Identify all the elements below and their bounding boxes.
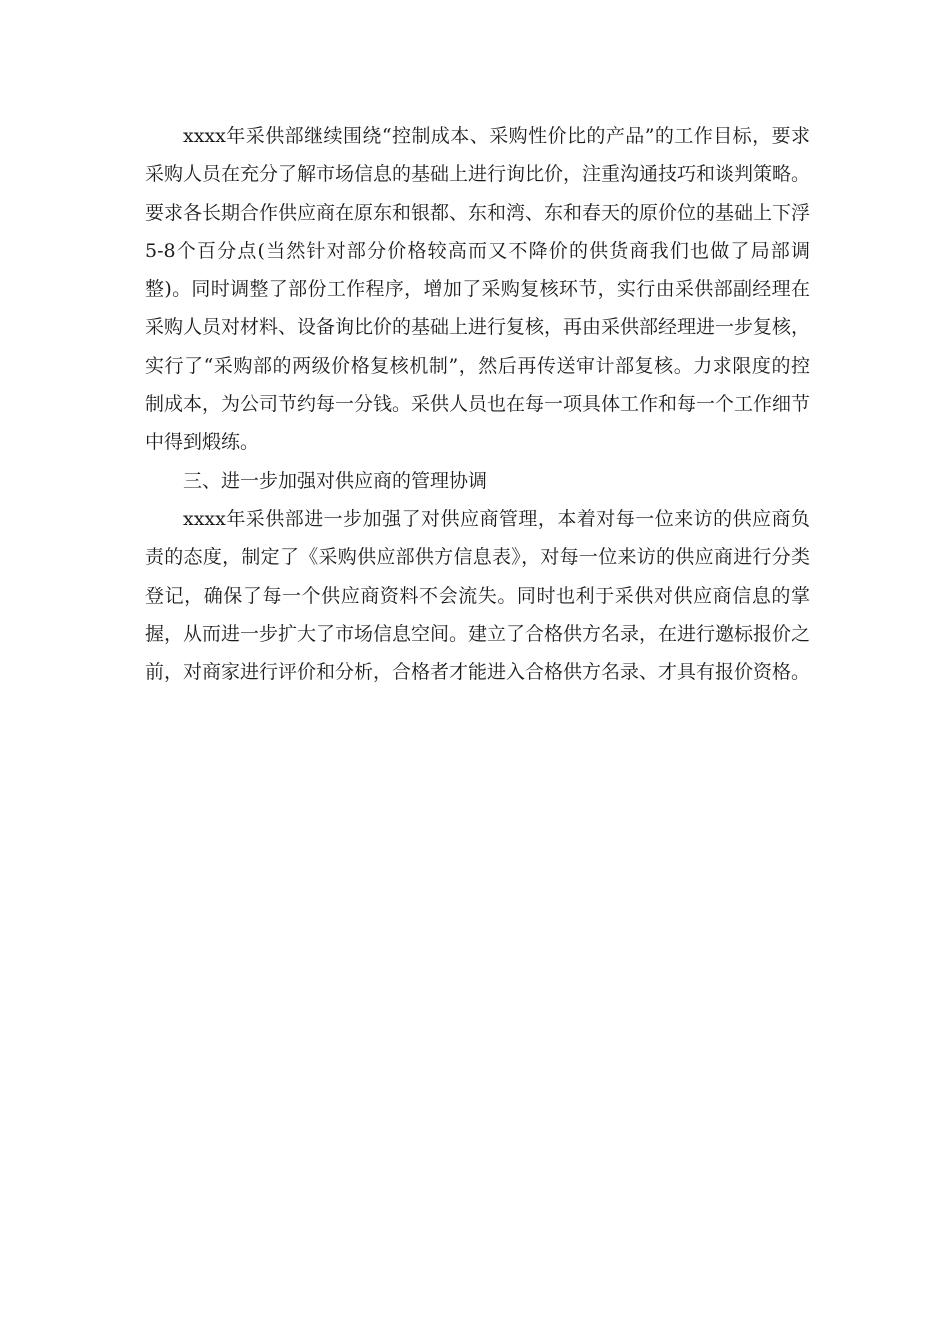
paragraph-cost-control: xxxx年采供部继续围绕“控制成本、采购性价比的产品”的工作目标，要求采购人员在充分了解市场信息的基础上进行询比价，注重沟通技巧和谈判策略。要求各长期合作供应商在原东和银都、东和湾、东和春天的原价位的基础上下浮5-8个百分点(当然针对部分价格较高而又不降价的供货商我们也做了局部调整)。同时调整了部份工作程序，增加了采购复核环节，实行由采供部副经理在采购人员对材料、设备询比价的基础上进行复核，再由采供部经理进一步复核，实行了“采购部的两级价格复核机制”，然后再传送审计部复核。力求限度的控制成本，为公司节约每一分钱。采供人员也在每一项具体工作和每一个工作细节中得到煅练。 [145,125,811,454]
paragraph-supplier-management: xxxx年采供部进一步加强了对供应商管理，本着对每一位来访的供应商负责的态度，制定了《采购供应部供方信息表》，对每一位来访的供应商进行分类登记，确保了每一个供应商资料不会流失。同时也利于采供对供应商信息的掌握，从而进一步扩大了市场信息空间。建立了合格供方名录，在进行邀标报价之前，对商家进行评价和分析，合格者才能进入合格供方名录、才具有报价资格。 [145,507,811,684]
document-body [145,117,810,691]
section-heading-supplier-management: 三、进一步加强对供应商的管理协调 [183,469,488,492]
